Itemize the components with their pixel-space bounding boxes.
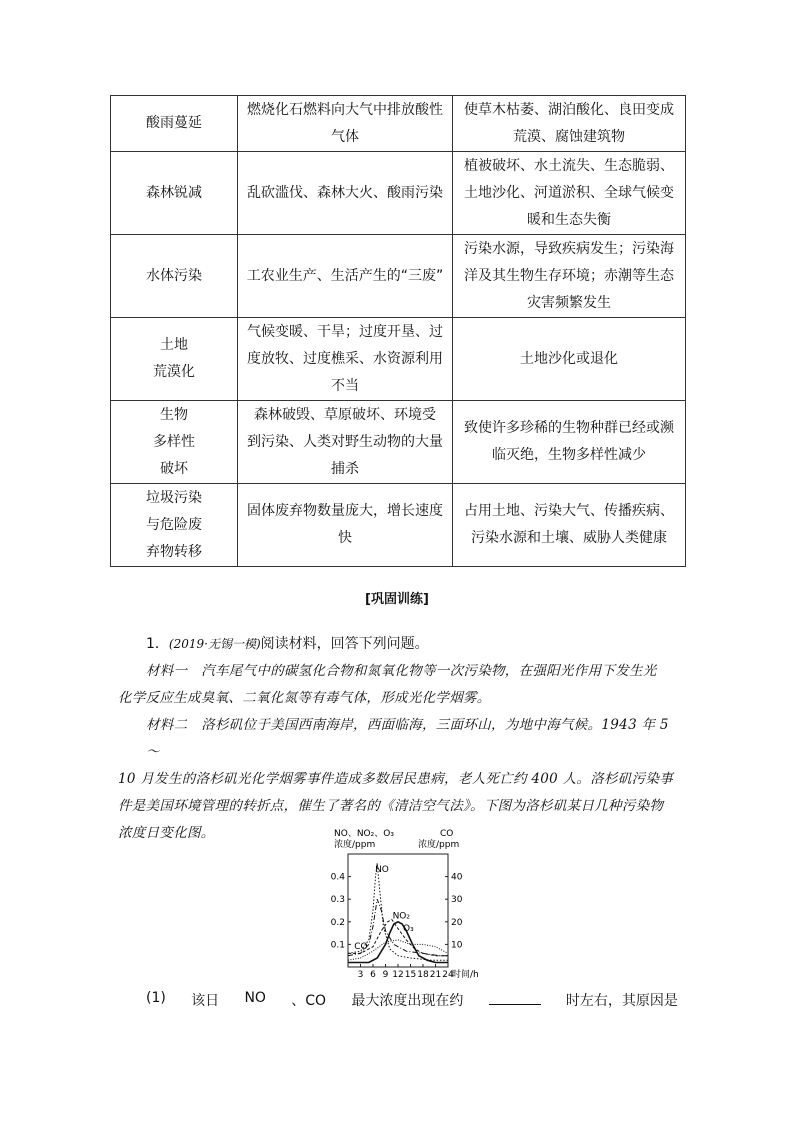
table-cell-effect <box>453 96 686 152</box>
table-cell-line: 酸雨蔓延 <box>146 115 202 131</box>
sub-question-1 <box>146 990 678 1010</box>
table-cell-line: 不当 <box>331 377 359 394</box>
question-intro <box>146 633 429 653</box>
sub-question-text: 、CO <box>291 993 327 1009</box>
material-two-line: 材料二 洛杉矶位于美国西南海岸，西面临海，三面环山，为地中海气候。1943 年 5～ <box>146 717 669 760</box>
table-cell-cause <box>238 401 453 484</box>
y-right-tick-label: 40 <box>451 872 463 883</box>
x-tick-label: 18 <box>417 970 429 978</box>
table-cell-line: 荒漠、腐蚀建筑物 <box>513 128 625 145</box>
material-one-line: 化学反应生成臭氧、二氧化氮等有毒气体，形成光化学烟雾。 <box>118 690 491 706</box>
table-cell-effect <box>453 318 686 401</box>
table-cell-line: 使草木枯萎、湖泊酸化、良田变成 <box>464 101 674 118</box>
table-cell-line: 快 <box>338 530 352 546</box>
table-cell-effect <box>453 235 686 318</box>
y-left-tick-label: 0.3 <box>330 895 345 906</box>
table-row <box>111 152 686 235</box>
table-cell-line: 工农业生产、生活产生的“三废” <box>246 267 444 284</box>
material-two-line: 10 月发生的洛杉矶光化学烟雾事件造成多数居民患病，老人死亡约 400 人。洛杉矶污染事 <box>118 771 674 787</box>
series-label: CO <box>354 941 368 952</box>
right-axis-unit: 浓度/ppm <box>418 840 460 850</box>
table-cell-line: 弃物转移 <box>146 543 202 560</box>
table-cell-line: 占用土地、污染大气、传播疾病、 <box>464 503 674 519</box>
table-cell-line: 燃烧化石燃料向大气中排放酸性 <box>247 101 443 118</box>
sub-question-text: NO <box>244 990 266 1006</box>
sub-question-text: 时左右，其原因是 <box>565 993 678 1009</box>
table-cell-line: 水体污染 <box>146 267 202 284</box>
pollutant-chart <box>320 826 480 978</box>
sub-question-text: 最大浓度出现在约 <box>351 993 464 1009</box>
table-cell-effect <box>453 152 686 235</box>
x-tick-label: 24 <box>442 970 454 978</box>
y-left-tick-label: 0.1 <box>330 940 345 951</box>
y-right-tick-label: 10 <box>451 940 463 951</box>
series-label: NO <box>375 865 389 876</box>
x-tick-label: 15 <box>404 970 417 978</box>
table-cell-line: 土地沙化、河道淤积、全球气候变 <box>464 184 674 201</box>
table-row <box>111 96 686 152</box>
y-right-tick-label: 20 <box>451 917 463 928</box>
table-cell-issue <box>111 318 238 401</box>
table-cell-cause <box>238 318 453 401</box>
table-cell-issue <box>111 401 238 484</box>
table-cell-line: 破坏 <box>160 460 188 477</box>
table-cell-line: 土地沙化或退化 <box>520 350 618 367</box>
material-one-line: 材料一 汽车尾气中的碳氢化合物和氮氧化物等一次污染物，在强阳光作用下发生光 <box>146 663 657 679</box>
table-cell-line: 植被破坏、水土流失、生态脆弱、 <box>464 157 674 174</box>
answer-blank[interactable] <box>489 990 541 1005</box>
table-row <box>111 484 686 567</box>
x-tick-label: 3 <box>357 970 364 978</box>
table-row <box>111 318 686 401</box>
table-cell-line: 捕杀 <box>331 460 359 477</box>
table-cell-line: 度放牧、过度樵采、水资源利用 <box>247 350 443 367</box>
question-source: (2019·无锡一模) <box>168 637 261 651</box>
pollutant-chart-svg <box>320 826 480 978</box>
material-two-line: 浓度日变化图。 <box>118 825 215 841</box>
table-cell-line: 气体 <box>331 128 359 145</box>
table-cell-line: 暖和生态失衡 <box>527 211 611 228</box>
table-row <box>111 401 686 484</box>
table-cell-line: 到污染、人类对野生动物的大量 <box>247 433 443 450</box>
table-cell-line: 固体废弃物数量庞大，增长速度 <box>247 503 443 519</box>
x-tick-label: 6 <box>370 970 376 978</box>
sub-question-text: 该日 <box>191 993 220 1009</box>
table-cell-cause <box>238 484 453 567</box>
table-cell-line: 灾害频繁发生 <box>527 294 611 311</box>
x-tick-label: 9 <box>382 970 389 978</box>
table-cell-cause <box>238 152 453 235</box>
question-prompt: 阅读材料，回答下列问题。 <box>260 636 429 652</box>
table-cell-line: 森林破毁、草原破坏、环境受 <box>254 406 436 423</box>
table-cell-line: 垃圾污染 <box>146 489 202 506</box>
table-cell-cause <box>238 96 453 152</box>
table-cell-line: 污染水源和土壤、威胁人类健康 <box>471 530 667 546</box>
table-cell-line: 致使许多珍稀的生物种群已经或濒 <box>464 420 674 436</box>
table-cell-line: 森林锐减 <box>146 184 202 201</box>
table-cell-issue <box>111 235 238 318</box>
table-cell-issue <box>111 152 238 235</box>
table-cell-issue <box>111 96 238 152</box>
table-cell-line: 多样性 <box>153 433 195 450</box>
table-cell-line: 荒漠化 <box>153 364 195 380</box>
right-axis-title: CO <box>440 829 454 839</box>
x-tick-label: 21 <box>429 970 442 978</box>
series-label: O₃ <box>403 923 414 934</box>
question-number: 1． <box>146 636 169 652</box>
material-one <box>118 658 678 712</box>
table-cell-issue <box>111 484 238 567</box>
pollution-table <box>110 95 686 567</box>
left-axis-title: NO、NO₂、O₃ <box>334 829 394 839</box>
table-cell-line: 与危险废 <box>146 516 202 533</box>
y-left-tick-label: 0.2 <box>330 917 345 928</box>
table-cell-line: 气候变暖、干旱；过度开垦、过 <box>247 323 443 340</box>
y-right-tick-label: 30 <box>451 895 463 906</box>
x-tick-label: 12 <box>392 970 404 978</box>
table-cell-line: 生物 <box>160 406 188 423</box>
x-axis-title: 时间/h <box>452 970 479 978</box>
material-two-line: 件是美国环境管理的转折点，催生了著名的《清洁空气法》。下图为洛杉矶某日几种污染物 <box>118 798 664 814</box>
section-title: [巩固训练] <box>365 592 429 607</box>
left-axis-unit: 浓度/ppm <box>334 840 376 850</box>
series-label: NO₂ <box>392 911 411 922</box>
y-left-tick-label: 0.4 <box>330 872 345 883</box>
sub-question-label: (1) <box>146 990 166 1006</box>
table-cell-line: 洋及其生物生存环境；赤潮等生态 <box>464 267 674 284</box>
table-row <box>111 235 686 318</box>
table-cell-line: 土地 <box>160 337 188 353</box>
table-cell-line: 污染水源，导致疾病发生；污染海 <box>464 240 674 257</box>
table-cell-cause <box>238 235 453 318</box>
table-cell-effect <box>453 484 686 567</box>
table-cell-line: 乱砍滥伐、森林大火、酸雨污染 <box>247 184 443 201</box>
table-cell-line: 临灭绝，生物多样性减少 <box>492 447 646 463</box>
table-cell-effect <box>453 401 686 484</box>
